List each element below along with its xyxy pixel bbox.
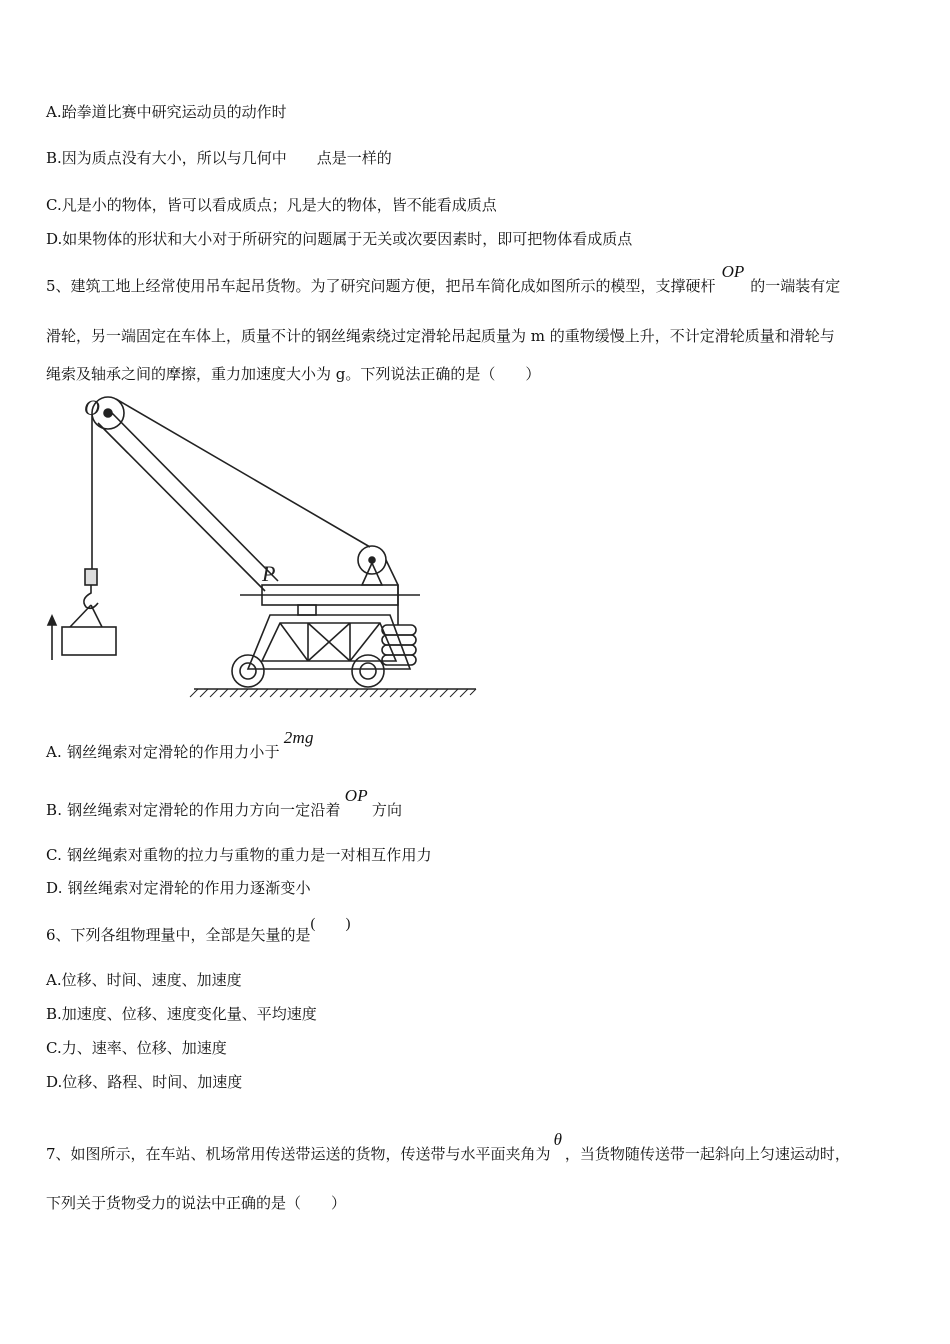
q5-stem-line1-post: 的一端装有定 (750, 277, 841, 295)
q5-stem-line1-pre: 5、建筑工地上经常使用吊车起吊货物。为了研究问题方便，把吊车简化成如图所示的模型，支撑硬杆 (46, 277, 716, 295)
q6-stem-text: 6、下列各组物理量中，全部是矢量的是 (46, 926, 311, 944)
q5-option-a (46, 728, 314, 762)
q4-option-c: C.凡是小的物体，皆可以看成质点；凡是大的物体，皆不能看成质点 (46, 196, 497, 214)
q6-paren: ( ) (310, 916, 351, 932)
q5-math-op: OP (721, 262, 745, 281)
q7-stem-line2: 下列关于货物受力的说法中正确的是（ ） (46, 1194, 347, 1212)
q6-option-b: B.加速度、位移、速度变化量、平均速度 (46, 1005, 317, 1023)
q4-option-d: D.如果物体的形状和大小对于所研究的问题属于无关或次要因素时，即可把物体看成质点 (46, 230, 633, 248)
q5-option-c: C. 钢丝绳索对重物的拉力与重物的重力是一对相互作用力 (46, 846, 432, 864)
left-wheel (232, 655, 264, 687)
q5-stem-line3: 绳索及轴承之间的摩擦，重力加速度大小为 g。下列说法正确的是（ ） (46, 365, 541, 383)
q7-stem-line1-pre: 7、如图所示，在车站、机场常用传送带运送的货物，传送带与水平面夹角为 (46, 1145, 551, 1163)
q5-option-a-pre: A. 钢丝绳索对定滑轮的作用力小于 (46, 743, 280, 761)
right-wheel (352, 655, 384, 687)
q4-option-b-post: 点是一样的 (316, 149, 392, 167)
label-o: O (84, 395, 100, 420)
q7-math-theta: θ (553, 1130, 562, 1149)
q4-option-b-pre: B.因为质点没有大小，所以与几何中 (46, 149, 287, 167)
q5-option-d: D. 钢丝绳索对定滑轮的作用力逐渐变小 (46, 879, 311, 897)
q4-option-b (46, 148, 392, 168)
label-p: P (262, 561, 276, 586)
load-box (62, 627, 116, 655)
q5-option-b-post: 方向 (371, 801, 403, 819)
q6-stem (46, 916, 351, 946)
q5-option-b-pre: B. 钢丝绳索对定滑轮的作用力方向一定沿着 (46, 801, 341, 819)
q5-math-op-2: OP (344, 786, 368, 805)
q5-option-b (46, 786, 403, 820)
q5-math-2mg: 2mg (283, 728, 314, 747)
q5-stem-line1 (46, 262, 841, 296)
q5-stem-line2: 滑轮，另一端固定在车体上，质量不计的钢丝绳索绕过定滑轮吊起质量为 m 的重物缓慢上升，不计定滑轮质量和滑轮与 (46, 327, 835, 345)
q7-stem-line1-post: ，当货物随传送带一起斜向上匀速运动时， (564, 1145, 850, 1163)
q7-stem-line1 (46, 1130, 850, 1164)
q4-option-a: A.跆拳道比赛中研究运动员的动作时 (46, 103, 287, 121)
q6-option-d: D.位移、路程、时间、加速度 (46, 1073, 243, 1091)
crane-figure (40, 395, 480, 705)
q6-option-c: C.力、速率、位移、加速度 (46, 1039, 227, 1057)
q6-option-a: A.位移、时间、速度、加速度 (46, 971, 242, 989)
